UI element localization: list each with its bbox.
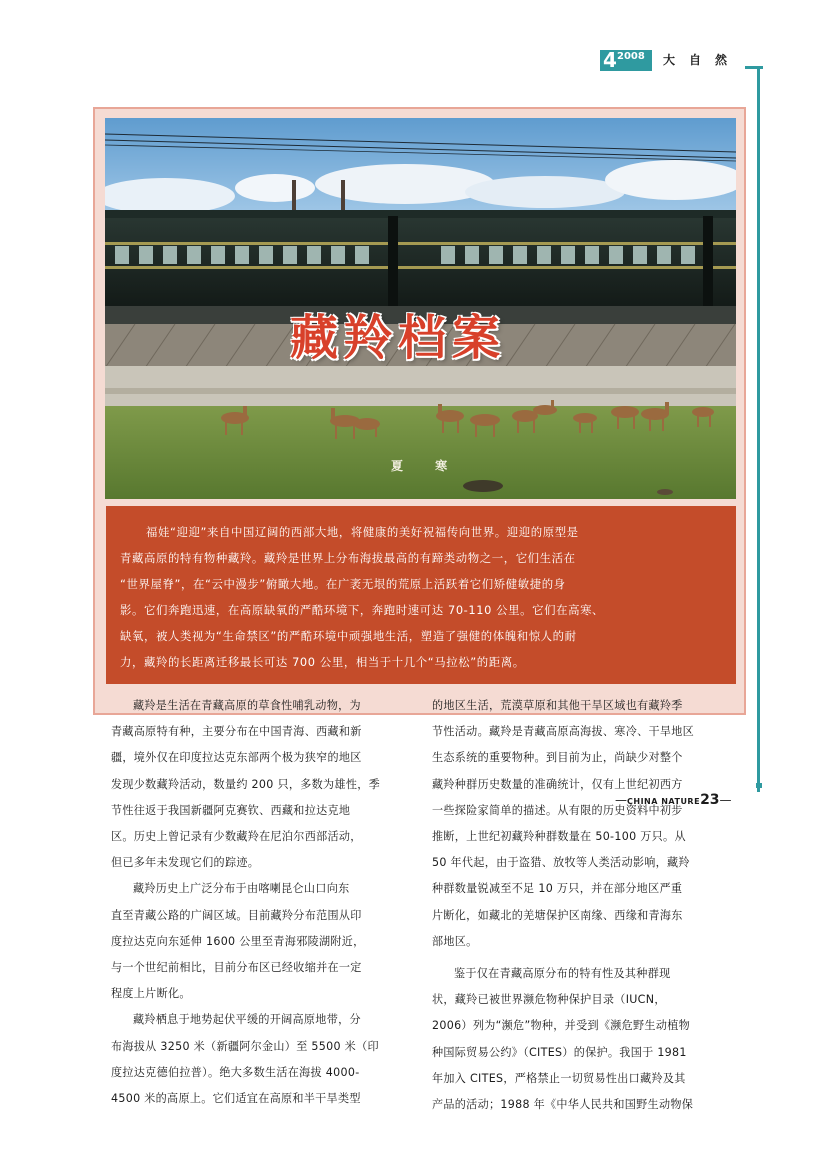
body-line: 节性活动。藏羚是青藏高原高海拔、寒冷、干旱地区 bbox=[432, 725, 695, 739]
footer-dash: — bbox=[719, 793, 732, 807]
side-marker bbox=[756, 783, 762, 788]
body-line: 程度上片断化。 bbox=[111, 987, 191, 1001]
body-line: 种群数量锐减至不足 10 万只，并在部分地区严重 bbox=[432, 882, 683, 896]
intro-line: 缺氧，被人类视为“生命禁区”的严酷环境中顽强地生活，塑造了强健的体魄和惊人的耐 bbox=[120, 629, 577, 643]
body-line: 度拉达克德伯拉普）。绝大多数生活在海拔 4000- bbox=[111, 1065, 360, 1079]
body-line: 与一个世纪前相比，目前分布区已经收缩并在一定 bbox=[111, 961, 362, 975]
body-line: 状，藏羚已被世界濒危物种保护目录（IUCN， bbox=[432, 993, 666, 1007]
body-column-right bbox=[432, 693, 744, 1118]
body-line: 2006）列为“濒危”物种，并受到《濒危野生动植物 bbox=[432, 1019, 691, 1033]
body-line: 片断化，如藏北的羌塘保护区南缘、西缘和青海东 bbox=[432, 908, 683, 922]
body-line: 发现少数藏羚活动，数量约 200 只，多数为雄性，季 bbox=[111, 777, 380, 791]
body-line: 直至青藏公路的广阔区域。目前藏羚分布范围从印 bbox=[111, 908, 362, 922]
issue-badge bbox=[600, 50, 652, 71]
intro-line: 力，藏羚的长距离迁移最长可达 700 公里，相当于十几个“马拉松”的距离。 bbox=[120, 655, 525, 669]
body-line: 生态系统的重要物种。到目前为止，尚缺少对整个 bbox=[432, 751, 683, 765]
intro-line: 青藏高原的特有物种藏羚。藏羚是世界上分布海拔最高的有蹄类动物之一，它们生活在 bbox=[120, 551, 576, 565]
magazine-name: 大自然 bbox=[663, 53, 742, 67]
body-line: 鉴于仅在青藏高原分布的特有性及其种群现 bbox=[454, 967, 671, 981]
page-number: 23 bbox=[700, 792, 720, 808]
intro-box bbox=[106, 506, 736, 684]
footer-dash: — bbox=[615, 793, 627, 807]
intro-paragraph bbox=[120, 519, 722, 675]
body-line: 种国际贸易公约》（CITES）的保护。我国于 1981 bbox=[432, 1045, 687, 1059]
body-line: 度拉达克向东延伸 1600 公里至青海邪陵湖附近， bbox=[111, 934, 365, 948]
page-footer bbox=[615, 792, 760, 808]
article-title: 藏羚档案 bbox=[290, 310, 507, 366]
intro-line: 影。它们奔跑迅速，在高原缺氧的严酷环境下，奔跑时速可达 70-110 公里。它们在高寒、 bbox=[120, 603, 605, 617]
body-line: 推断，上世纪初藏羚种群数量在 50-100 万只。从 bbox=[432, 830, 686, 844]
body-line: 节性往返于我国新疆阿克赛钦、西藏和拉达克地 bbox=[111, 803, 351, 817]
header-rule bbox=[745, 66, 763, 69]
body-line: 4500 米的高原上。它们适宜在高原和半干旱类型 bbox=[111, 1092, 361, 1106]
footer-magazine: CHINA NATURE bbox=[627, 797, 701, 806]
body-line: 年加入 CITES，严格禁止一切贸易性出口藏羚及其 bbox=[432, 1071, 686, 1085]
body-line: 一些探险家简单的描述。从有限的历史资料中初步 bbox=[432, 803, 683, 817]
intro-line: 福娃“迎迎”来自中国辽阔的西部大地，将健康的美好祝福传向世界。迎迎的原型是 bbox=[146, 525, 579, 539]
issue-number: 4 bbox=[603, 48, 617, 72]
body-column-left bbox=[111, 693, 423, 1112]
article-author: 夏 寒 bbox=[391, 459, 462, 473]
body-line: 区。历史上曾记录有少数藏羚在尼泊尔西部活动， bbox=[111, 830, 362, 844]
body-line: 的地区生活，荒漠草原和其他干旱区域也有藏羚季 bbox=[432, 699, 683, 712]
body-line: 藏羚种群历史数量的准确统计，仅有上世纪初西方 bbox=[432, 777, 683, 791]
issue-year: 2008 bbox=[617, 51, 645, 62]
intro-line: “世界屋脊”，在“云中漫步”俯瞰大地。在广袤无垠的荒原上活跃着它们矫健敏捷的身 bbox=[120, 577, 566, 591]
body-line: 藏羚历史上广泛分布于由喀喇昆仑山口向东 bbox=[133, 882, 350, 896]
side-rule bbox=[757, 66, 760, 792]
body-line: 50 年代起，由于盗猎、放牧等人类活动影响，藏羚 bbox=[432, 856, 690, 870]
body-line: 疆，境外仅在印度拉达克东部两个极为狭窄的地区 bbox=[111, 751, 362, 765]
body-line: 藏羚栖息于地势起伏平缓的开阔高原地带，分 bbox=[133, 1013, 361, 1027]
body-line: 青藏高原特有种，主要分布在中国青海、西藏和新 bbox=[111, 725, 362, 739]
body-line: 产品的活动；1988 年《中华人民共和国野生动物保 bbox=[432, 1098, 694, 1112]
body-line: 但已多年未发现它们的踪迹。 bbox=[111, 856, 260, 870]
body-line: 藏羚是生活在青藏高原的草食性哺乳动物，为 bbox=[133, 699, 361, 712]
body-line: 部地区。 bbox=[432, 934, 478, 948]
body-line: 布海拔从 3250 米（新疆阿尔金山）至 5500 米（印 bbox=[111, 1039, 379, 1053]
